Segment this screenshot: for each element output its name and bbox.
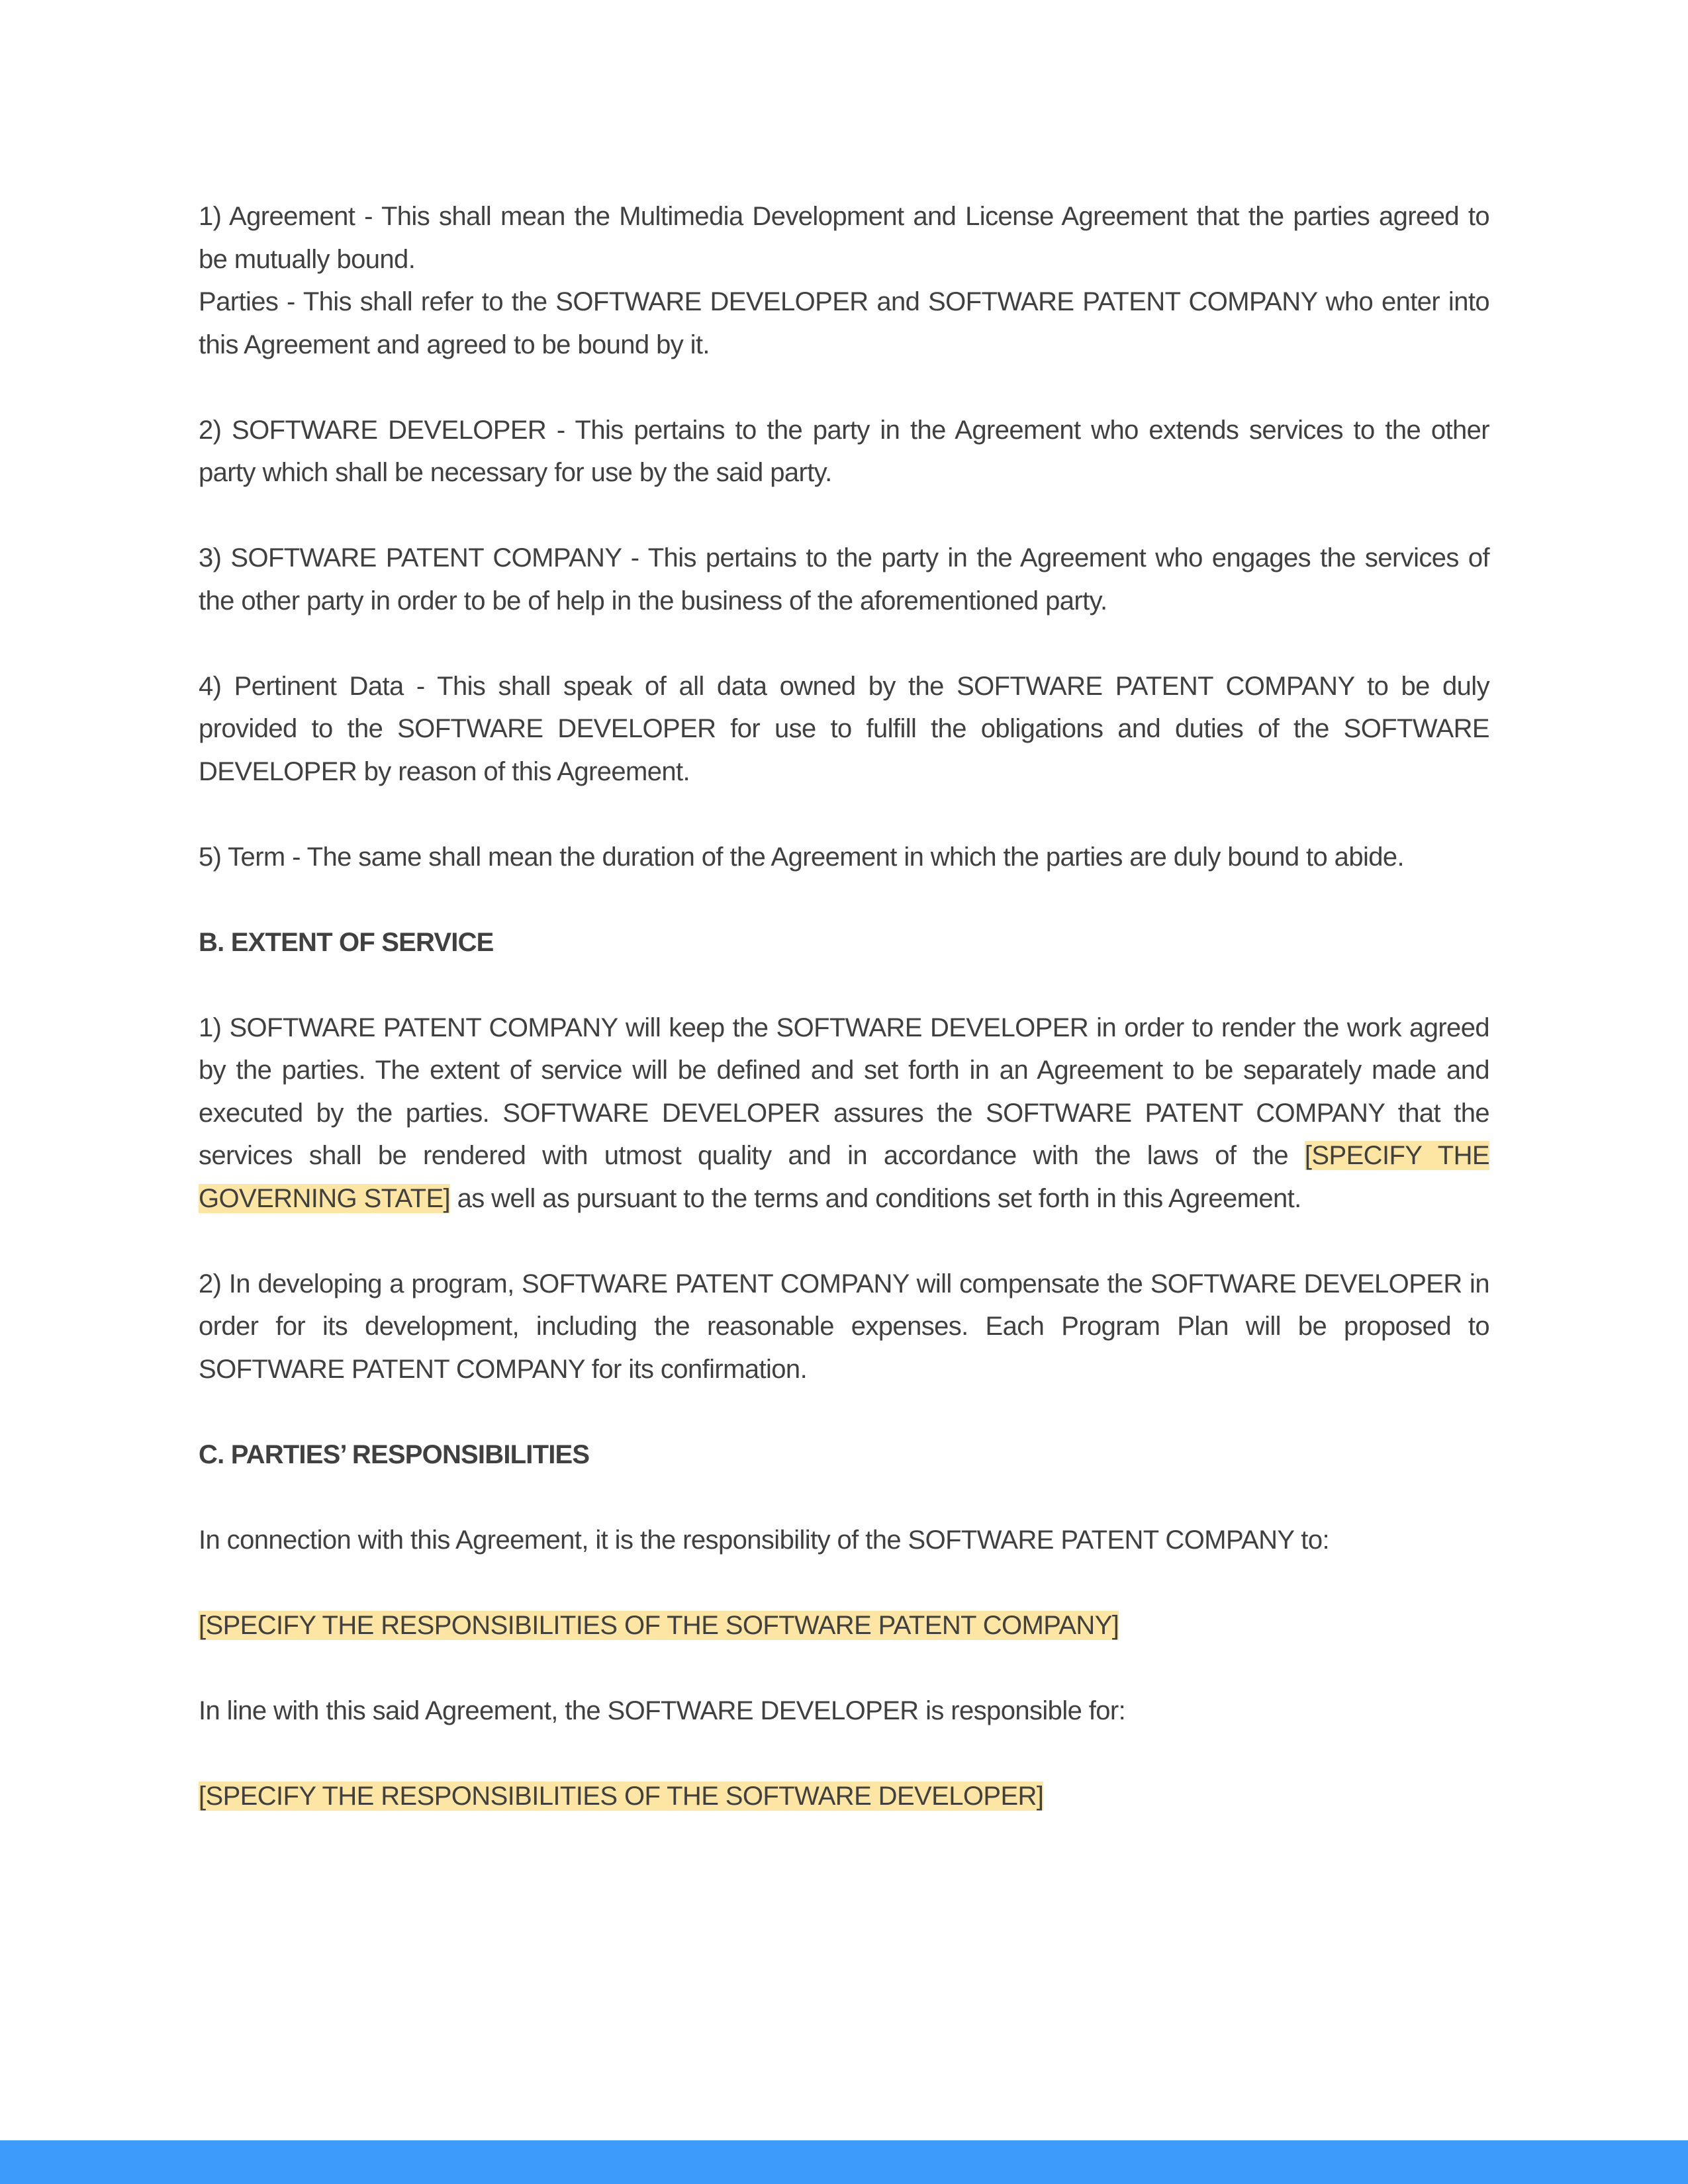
definition-parties: Parties - This shall refer to the SOFTWARE DEVELOPER and SOFTWARE PATENT COMPANY who enter into this Agreement and agreed to be bound by it. xyxy=(199,287,1489,359)
section-b-p1-text-after: as well as pursuant to the terms and conditions set forth in this Agreement. xyxy=(450,1183,1301,1213)
section-b-p1-text-before: 1) SOFTWARE PATENT COMPANY will keep the SOFTWARE DEVELOPER in order to render the work agreed by the parties. The extent of service will be defined and set forth in an Agreement to be separately made and executed by the parties. SOFTWARE DEVELOPER assures the SOFTWARE PATENT COMPANY that the services shall be rendered with utmost quality and in accordance with the laws of the xyxy=(199,1013,1489,1170)
definition-term: 5) Term - The same shall mean the duration of the Agreement in which the parties are duly bound to abide. xyxy=(199,842,1405,872)
definition-software-patent-company: 3) SOFTWARE PATENT COMPANY - This pertains to the party in the Agreement who engages the services of the other party in order to be of help in the business of the aforementioned party. xyxy=(199,543,1489,615)
section-c-intro-developer: In line with this said Agreement, the SOFTWARE DEVELOPER is responsible for: xyxy=(199,1696,1126,1725)
footer-bar xyxy=(0,2140,1688,2184)
section-c-heading: C. PARTIES’ RESPONSIBILITIES xyxy=(199,1439,590,1469)
definition-agreement: 1) Agreement - This shall mean the Multimedia Development and License Agreement that the parties agreed to be mutually bound. xyxy=(199,202,1489,274)
developer-responsibilities-placeholder: [SPECIFY THE RESPONSIBILITIES OF THE SOFTWARE DEVELOPER] xyxy=(199,1781,1044,1811)
section-c-developer-placeholder-paragraph xyxy=(199,1775,1489,1818)
section-c-intro-company: In connection with this Agreement, it is the responsibility of the SOFTWARE PATENT COMPANY to: xyxy=(199,1525,1329,1555)
section-c-company-placeholder-paragraph xyxy=(199,1604,1489,1647)
section-b-paragraph-1 xyxy=(199,1007,1489,1220)
section-b-paragraph-2: 2) In developing a program, SOFTWARE PATENT COMPANY will compensate the SOFTWARE DEVELOPER in order for its development, including the reasonable expenses. Each Program Plan will be proposed to SOFTWARE PATENT COMPANY for its confirmation. xyxy=(199,1269,1489,1384)
definition-software-developer: 2) SOFTWARE DEVELOPER - This pertains to the party in the Agreement who extends services to the other party which shall be necessary for use by the said party. xyxy=(199,415,1489,487)
section-b-heading: B. EXTENT OF SERVICE xyxy=(199,927,494,957)
company-responsibilities-placeholder: [SPECIFY THE RESPONSIBILITIES OF THE SOFTWARE PATENT COMPANY] xyxy=(199,1610,1119,1640)
governing-state-placeholder: [SPECIFY THE GOVERNING STATE] xyxy=(199,1141,1489,1213)
definition-pertinent-data: 4) Pertinent Data - This shall speak of all data owned by the SOFTWARE PATENT COMPANY to be duly provided to the SOFTWARE DEVELOPER for use to fulfill the obligations and duties of the SOFTWARE DEVELOPER by reason of this Agreement. xyxy=(199,671,1489,786)
document-body xyxy=(199,195,1489,1860)
